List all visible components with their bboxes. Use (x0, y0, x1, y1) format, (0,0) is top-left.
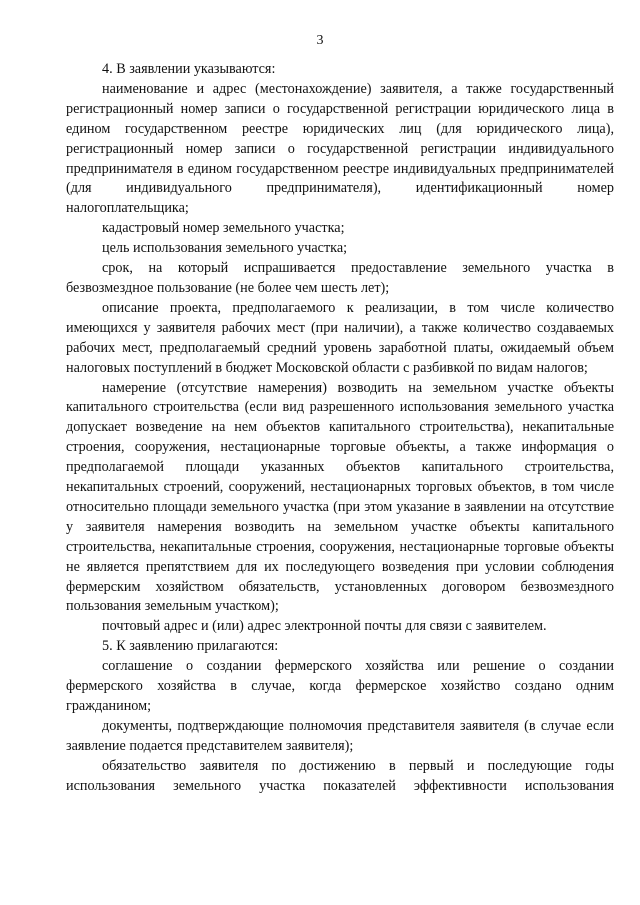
page-number: 3 (316, 33, 324, 48)
list-item-representative-documents: документы, подтверждающие полномочия представителя заявителя (в случае если заявление подается представителем заявителя); (66, 717, 614, 754)
section-5-heading: 5. К заявлению прилагаются: (102, 638, 279, 655)
list-item-applicant-name-address: наименование и адрес (местонахождение) заявителя, а также государственный регистрационный номер записи о государственной регистрации юридического лица в едином государственном реестре юридических лиц (для юридического лица), регистрационный номер записи о государственной регистрации индивидуального предпринимателя в едином государственном реестре индивидуальных предпринимателей (для индивидуального предпринимателя), идентификационный номер налогоплательщика; (66, 80, 614, 217)
list-item-land-use-purpose: цель использования земельного участка; (102, 240, 348, 257)
list-item-contact-address: почтовый адрес и (или) адрес электронной почты для связи с заявителем. (102, 618, 547, 635)
list-item-project-description: описание проекта, предполагаемого к реализации, в том числе количество имеющихся у заявителя рабочих мест (при наличии), а также количество создаваемых рабочих мест, предполагаемый средний уровень заработной платы, ожидаемый объем налоговых поступлений в бюджет Московской области с разбивкой по видам налогов; (66, 299, 614, 376)
list-item-construction-intent: намерение (отсутствие намерения) возводить на земельном участке объекты капитального строительства (если вид разрешенного использования земельного участка допускает возведение на нем объектов капитального строительства), некапитальные строения, сооружения, нестационарные торговые объекты, а также информация о предполагаемой площади указанных объектов капитального строительства, некапитальных строений, сооружений, нестационарных торговых объектов, в том числе относительно площади земельного участка (при этом указание в заявлении на отсутствие у заявителя намерения возводить на земельном участке объекты капитального строительства, некапитальные строения, сооружения, нестационарные торговые объекты не является препятствием для их последующего возведения при условии соблюдения фермерским хозяйством обязательств, установленных договором безвозмездного пользования земельным участком); (66, 379, 614, 615)
list-item-use-term: срок, на который испрашивается предоставление земельного участка в безвозмездное пользование (не более чем шесть лет); (66, 260, 614, 296)
list-item-farm-agreement: соглашение о создании фермерского хозяйства или решение о создании фермерского хозяйства в случае, когда фермерское хозяйство создано одним гражданином; (66, 658, 614, 714)
list-item-cadastral-number: кадастровый номер земельного участка; (102, 220, 345, 237)
list-item-performance-obligation: обязательство заявителя по достижению в первый и последующие годы использования земельного участка показателей эффективности использования (66, 757, 614, 794)
section-4-heading: 4. В заявлении указываются: (102, 61, 276, 77)
document-body (66, 60, 614, 797)
